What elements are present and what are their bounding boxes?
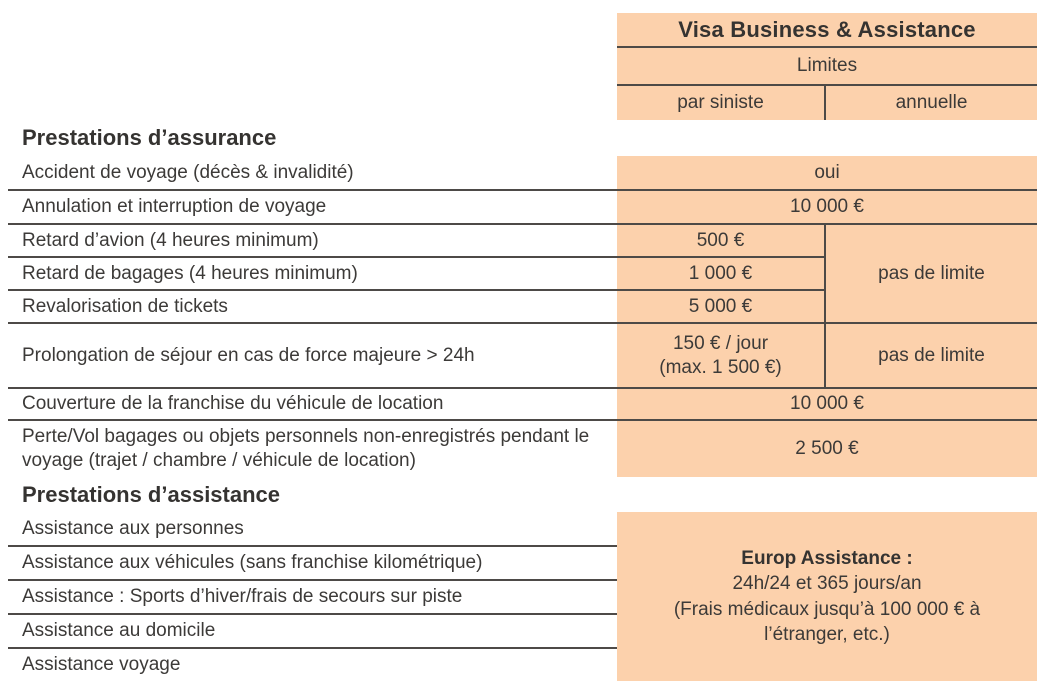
row-label: Assistance au domicile — [8, 614, 617, 648]
limits-header: Limites — [617, 47, 1037, 85]
row-label: Assistance : Sports d’hiver/frais de secours sur piste — [8, 580, 617, 614]
info-box-title: Europ Assistance : — [741, 548, 913, 570]
row-label: Couverture de la franchise du véhicule de location — [8, 388, 617, 420]
row-label: Assistance aux personnes — [8, 512, 617, 546]
spacer-cell — [617, 120, 1037, 156]
value-cell-per-claim — [617, 323, 825, 388]
insurance-benefits-table — [8, 13, 1037, 681]
row-label: Retard d’avion (4 heures minimum) — [8, 224, 617, 257]
value-cell: 2 500 € — [617, 420, 1037, 477]
col-header-per-claim: par siniste — [617, 85, 825, 120]
info-box-line-2: (Frais médicaux jusqu’à 100 000 € à — [673, 598, 981, 620]
row-label: Accident de voyage (décès & invalidité) — [8, 156, 617, 190]
table-title: Visa Business & Assistance — [617, 13, 1037, 47]
section-heading-assistance: Prestations d’assistance — [22, 481, 281, 507]
spacer-cell — [8, 85, 617, 120]
row-label: Retard de bagages (4 heures minimum) — [8, 257, 617, 290]
spacer-cell — [617, 477, 1037, 512]
value-cell-per-claim: 500 € — [617, 224, 825, 257]
col-header-annual: annuelle — [825, 85, 1037, 120]
row-label: Perte/Vol bagages ou objets personnels non-enregistrés pendant le voyage (trajet / chambre / véhicule de location) — [22, 426, 590, 471]
spacer-cell — [8, 47, 617, 85]
value-cell: 10 000 € — [617, 190, 1037, 224]
value-cell-per-claim: 1 000 € — [617, 257, 825, 290]
value-line-1: 150 € / jour — [672, 332, 769, 354]
assistance-info-box — [617, 512, 1037, 681]
value-cell: 10 000 € — [617, 388, 1037, 420]
row-label: Prolongation de séjour en cas de force majeure > 24h — [8, 323, 617, 388]
row-label: Annulation et interruption de voyage — [8, 190, 617, 224]
value-cell: oui — [617, 156, 1037, 190]
value-cell-annual: pas de limite — [825, 323, 1037, 388]
row-label: Assistance aux véhicules (sans franchise kilométrique) — [8, 546, 617, 580]
row-label: Assistance voyage — [22, 654, 181, 676]
spacer-cell — [8, 13, 617, 47]
section-heading-assurance: Prestations d’assurance — [22, 125, 277, 151]
info-box-line-1: 24h/24 et 365 jours/an — [732, 573, 922, 595]
value-cell-annual: pas de limite — [825, 224, 1037, 323]
row-label: Revalorisation de tickets — [8, 290, 617, 323]
value-cell-per-claim: 5 000 € — [617, 290, 825, 323]
value-line-2: (max. 1 500 €) — [659, 356, 782, 378]
info-box-line-3: l’étranger, etc.) — [764, 623, 890, 645]
